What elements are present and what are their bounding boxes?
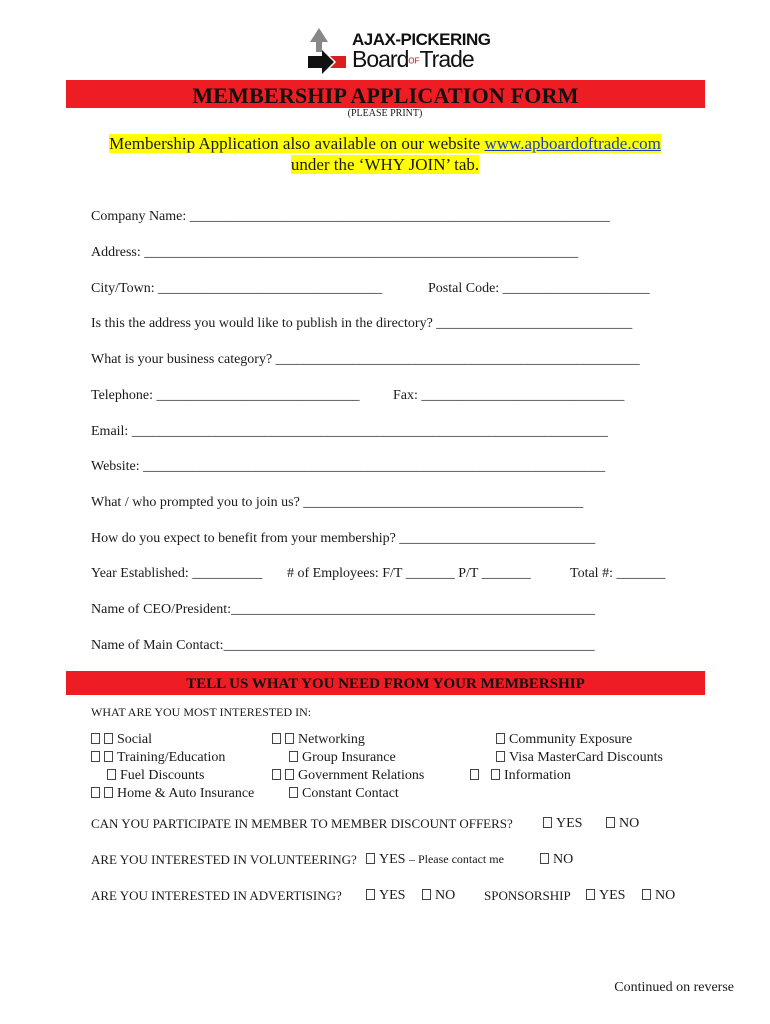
checkbox[interactable]	[606, 817, 615, 828]
business-category-field[interactable]: What is your business category? ____________________________________________________	[91, 352, 640, 367]
checkbox[interactable]	[91, 733, 100, 744]
interest-training[interactable]: Training/Education	[91, 750, 225, 766]
interest-fuel[interactable]: Fuel Discounts	[107, 768, 204, 784]
company-name-field[interactable]: Company Name: ____________________________________________________________	[91, 209, 610, 224]
website-banner	[0, 133, 770, 175]
interest-social[interactable]: Social	[91, 732, 152, 748]
interest-home-auto[interactable]: Home & Auto Insurance	[91, 786, 254, 802]
postal-code-field[interactable]: Postal Code: _____________________	[428, 281, 650, 296]
checkbox[interactable]	[470, 769, 479, 780]
telephone-field[interactable]: Telephone: _____________________________	[91, 388, 360, 403]
employees-field[interactable]: # of Employees: F/T _______ P/T _______	[287, 566, 531, 581]
interest-information[interactable]: Information	[470, 768, 571, 784]
checkbox[interactable]	[540, 853, 549, 864]
fax-field[interactable]: Fax: _____________________________	[393, 388, 625, 403]
interest-group-insurance[interactable]: Group Insurance	[289, 750, 396, 766]
discount-no-option[interactable]: NO	[606, 816, 639, 832]
checkbox[interactable]	[366, 889, 375, 900]
city-field[interactable]: City/Town: ________________________________	[91, 281, 383, 296]
checkbox[interactable]	[496, 733, 505, 744]
discount-yes-option[interactable]: YES	[543, 816, 582, 832]
website-link[interactable]: www.apboardoftrade.com	[484, 134, 661, 153]
checkbox[interactable]	[104, 733, 113, 744]
website-field[interactable]: Website: __________________________________________________________________	[91, 459, 606, 474]
banner-line-2: under the ‘WHY JOIN’ tab.	[290, 155, 480, 174]
title-bar	[66, 80, 705, 108]
advertising-no-option[interactable]: NO	[422, 888, 455, 904]
checkbox[interactable]	[496, 751, 505, 762]
interest-visa[interactable]: Visa MasterCard Discounts	[496, 750, 663, 766]
form-title: MEMBERSHIP APPLICATION FORM	[192, 83, 579, 108]
year-established-field[interactable]: Year Established: __________	[91, 566, 263, 581]
section-title: TELL US WHAT YOU NEED FROM YOUR MEMBERSHIP	[186, 676, 585, 692]
sponsorship-label: SPONSORSHIP	[484, 888, 571, 903]
checkbox[interactable]	[543, 817, 552, 828]
email-field[interactable]: Email: ____________________________________________________________________	[91, 424, 608, 439]
banner-line-1: Membership Application also available on our website www.apboardoftrade.com	[109, 134, 661, 153]
advertising-question: ARE YOU INTERESTED IN ADVERTISING?	[91, 888, 342, 903]
checkbox[interactable]	[491, 769, 500, 780]
ceo-name-field[interactable]: Name of CEO/President:____________________________________________________	[91, 602, 595, 617]
checkbox[interactable]	[289, 787, 298, 798]
please-print-note: (PLEASE PRINT)	[347, 108, 423, 119]
interest-networking[interactable]: Networking	[272, 732, 365, 748]
logo-arrow-icon	[306, 26, 350, 76]
publish-address-field[interactable]: Is this the address you would like to publish in the directory? ____________________________	[91, 316, 633, 331]
interest-constant-contact[interactable]: Constant Contact	[289, 786, 399, 802]
prompted-field[interactable]: What / who prompted you to join us? ________________________________________	[91, 495, 584, 510]
board-of-trade-logo	[306, 26, 491, 76]
advertising-yes-option[interactable]: YES	[366, 888, 405, 904]
volunteer-no-option[interactable]: NO	[540, 852, 573, 868]
volunteer-question: ARE YOU INTERESTED IN VOLUNTEERING?	[91, 852, 357, 867]
checkbox[interactable]	[285, 769, 294, 780]
sponsorship-yes-option[interactable]: YES	[586, 888, 625, 904]
checkbox[interactable]	[285, 733, 294, 744]
interests-heading: WHAT ARE YOU MOST INTERESTED IN:	[91, 705, 312, 719]
logo-text-top: AJAX-PICKERING	[352, 30, 491, 49]
continued-note: Continued on reverse	[614, 980, 734, 995]
volunteer-yes-option[interactable]: YES – Please contact me	[366, 852, 504, 868]
section-bar	[66, 671, 705, 695]
checkbox[interactable]	[104, 787, 113, 798]
checkbox[interactable]	[422, 889, 431, 900]
total-employees-field[interactable]: Total #: _______	[570, 566, 666, 581]
main-contact-field[interactable]: Name of Main Contact:_____________________________________________________	[91, 638, 595, 653]
sponsorship-no-option[interactable]: NO	[642, 888, 675, 904]
checkbox[interactable]	[586, 889, 595, 900]
logo-text-bottom: BoardOFTrade	[352, 46, 474, 72]
checkbox[interactable]	[104, 751, 113, 762]
checkbox[interactable]	[91, 751, 100, 762]
discount-question: CAN YOU PARTICIPATE IN MEMBER TO MEMBER DISCOUNT OFFERS?	[91, 816, 513, 831]
checkbox[interactable]	[366, 853, 375, 864]
checkbox[interactable]	[289, 751, 298, 762]
address-field[interactable]: Address: ______________________________________________________________	[91, 245, 579, 260]
benefit-field[interactable]: How do you expect to benefit from your membership? ____________________________	[91, 531, 596, 546]
checkbox[interactable]	[107, 769, 116, 780]
checkbox[interactable]	[91, 787, 100, 798]
checkbox[interactable]	[642, 889, 651, 900]
interest-government[interactable]: Government Relations	[272, 768, 424, 784]
checkbox[interactable]	[272, 769, 281, 780]
checkbox[interactable]	[272, 733, 281, 744]
interest-community[interactable]: Community Exposure	[496, 732, 632, 748]
